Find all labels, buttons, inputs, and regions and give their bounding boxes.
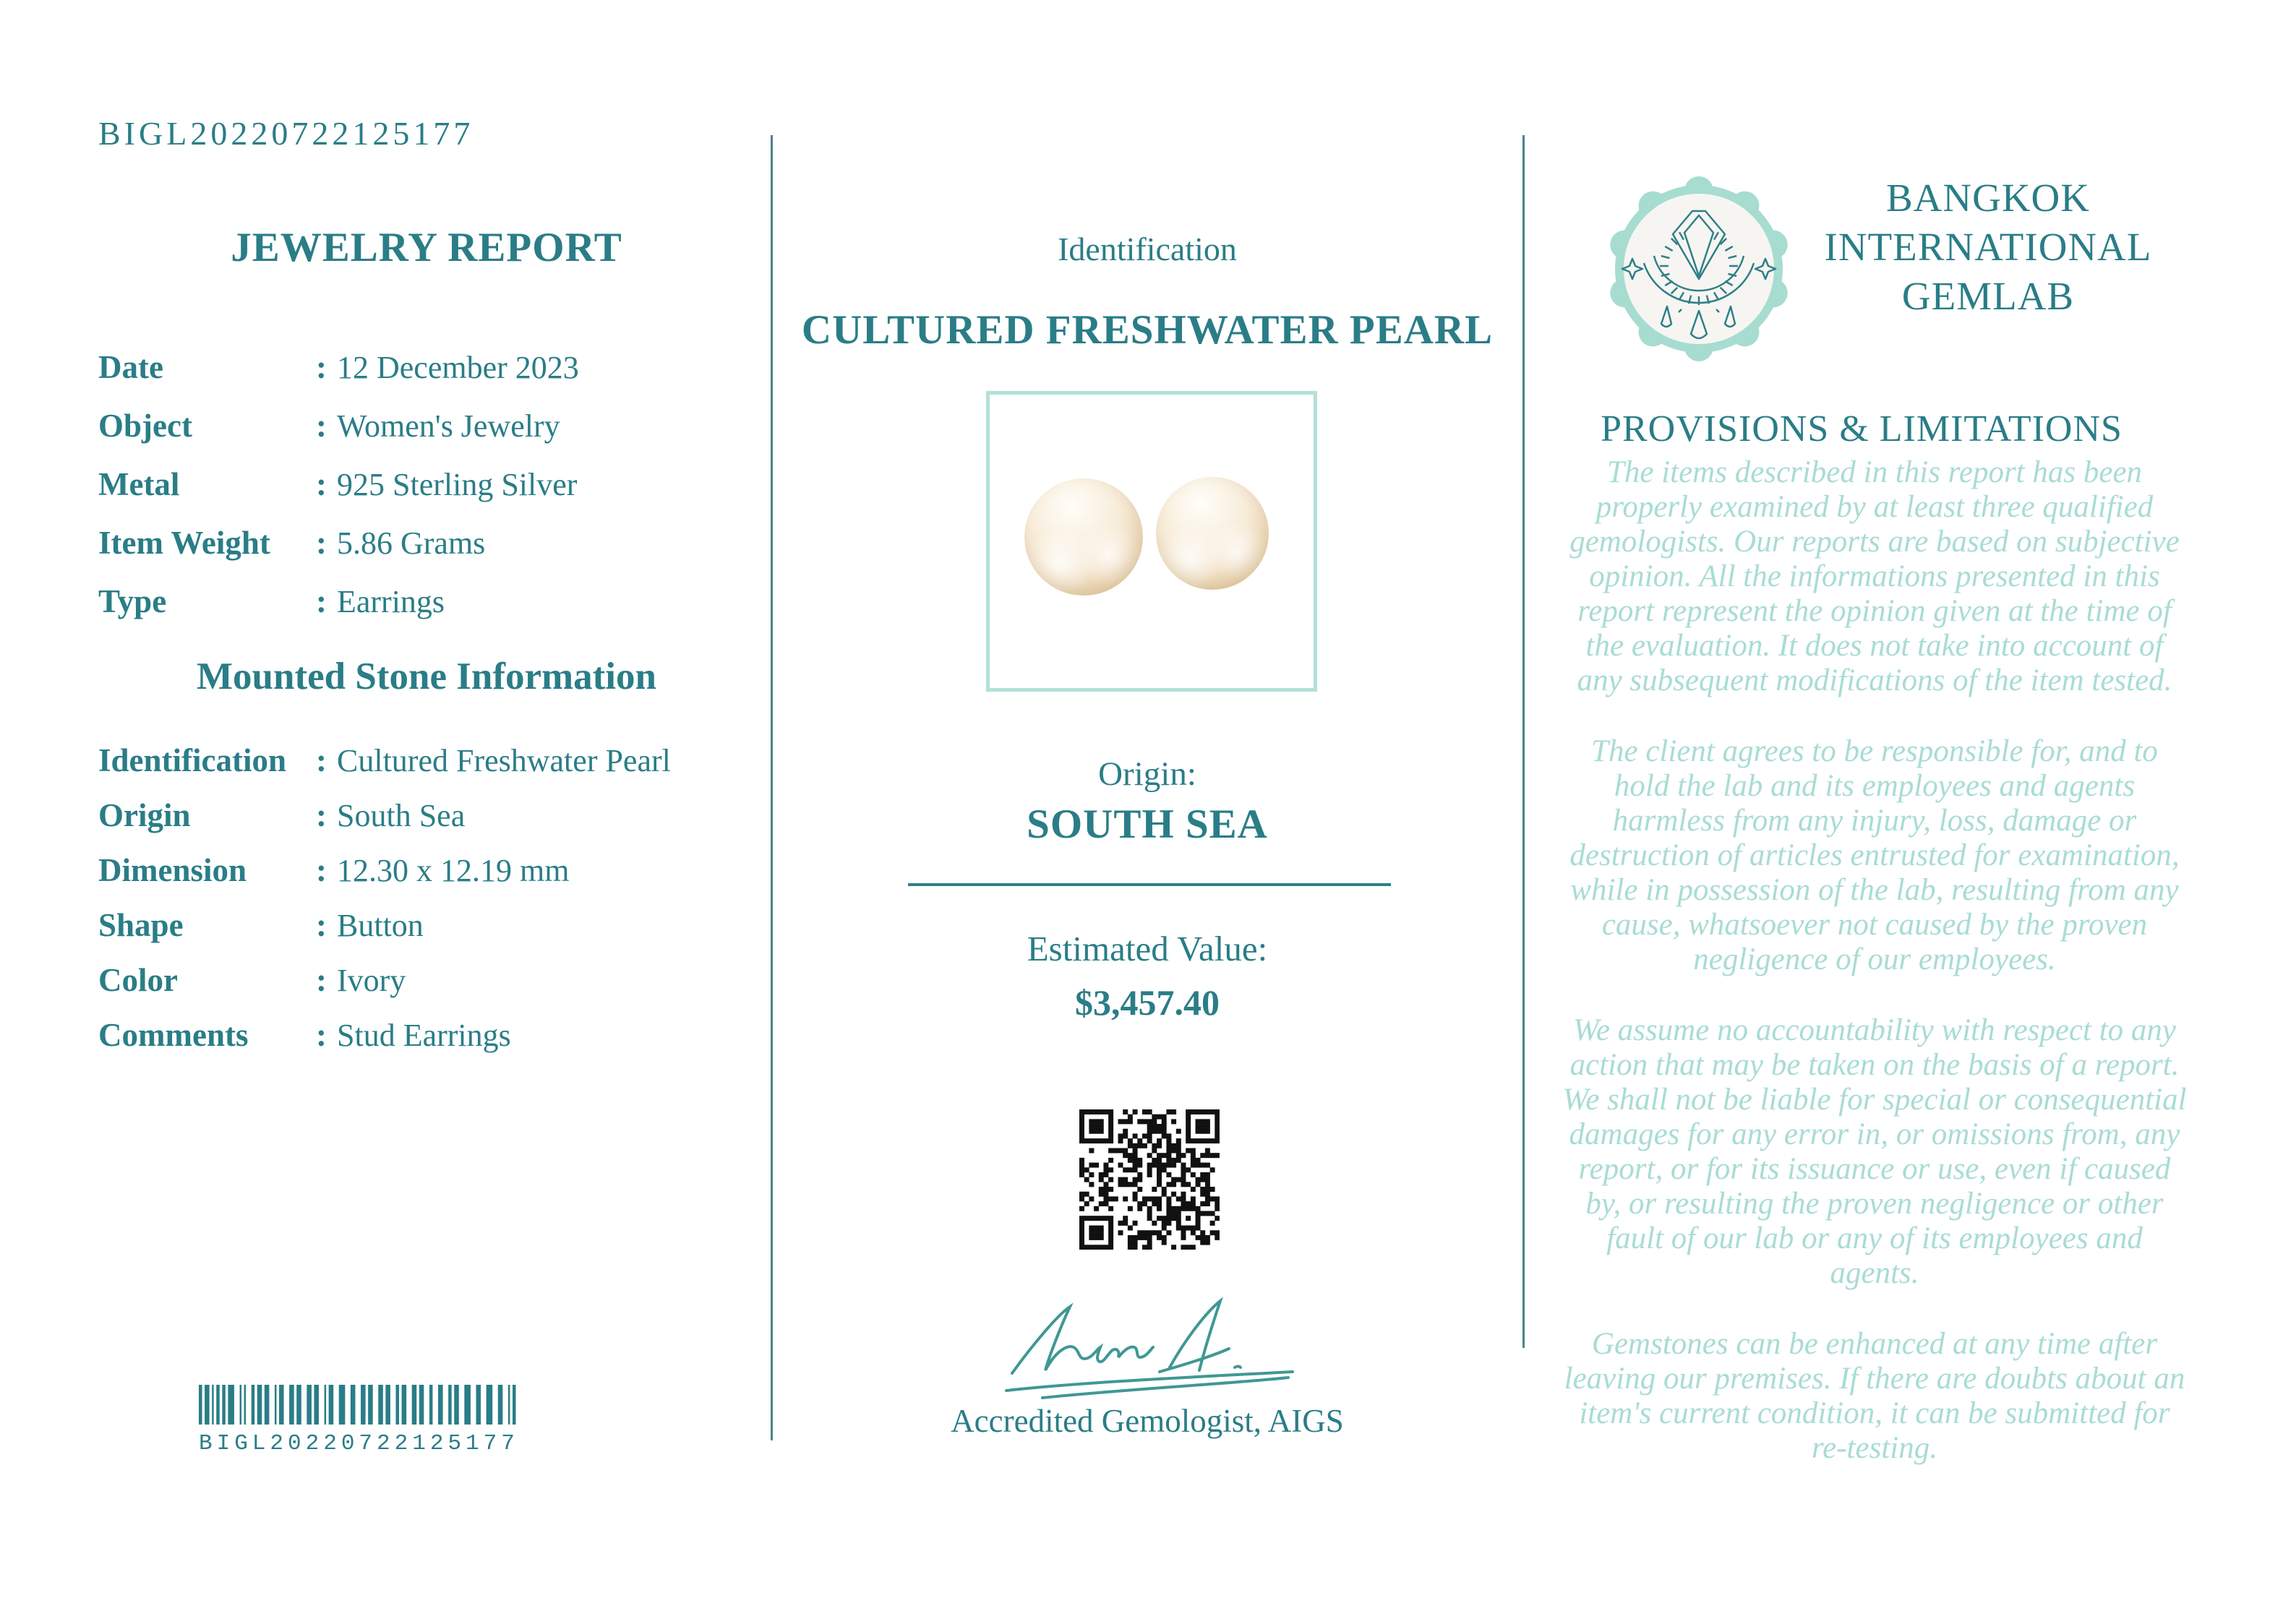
field-colon: :	[316, 349, 327, 385]
field-label: Shape	[98, 907, 184, 943]
origin-underline	[908, 883, 1391, 886]
field-colon: :	[316, 742, 327, 778]
field-row	[98, 906, 778, 950]
origin-label: Origin:	[1098, 755, 1196, 793]
field-row	[98, 524, 778, 567]
field-row	[98, 796, 778, 840]
field-value: Ivory	[337, 963, 406, 998]
field-value: Stud Earrings	[337, 1018, 511, 1053]
provisions-paragraph: Gemstones can be enhanced at any time after leaving our premises. If there are doubts about an item's current condition, it can be submitted for re-testing.	[1564, 1327, 2185, 1465]
field-label: Dimension	[98, 852, 247, 888]
lab-name	[1764, 173, 2212, 321]
lab-name-line: INTERNATIONAL	[1824, 225, 2152, 269]
provisions-title: PROVISIONS & LIMITATIONS	[1601, 408, 2122, 450]
field-row	[98, 583, 778, 626]
field-colon: :	[316, 525, 327, 561]
field-colon: :	[316, 466, 327, 502]
barcode-text: BIGL20220722125177	[199, 1431, 519, 1456]
field-value: Button	[337, 908, 424, 943]
report-number: BIGL20220722125177	[98, 115, 474, 152]
field-value: Earrings	[337, 584, 445, 619]
field-row	[98, 1016, 778, 1060]
provisions-paragraph: We assume no accountability with respect to any action that may be taken on the basis of a report. We shall not be liable for special or consequential damages for any error in, or omissions from, any report, or for its issuance or use, even if caused by, or resulting the proven negligence or other fault of our lab or any of its employees and agents.	[1562, 1013, 2187, 1290]
pearl-left-image	[1024, 478, 1143, 596]
field-value: Cultured Freshwater Pearl	[337, 743, 671, 778]
report-title: JEWELRY REPORT	[231, 225, 622, 270]
item-photo	[986, 391, 1317, 692]
field-value: Women's Jewelry	[337, 408, 560, 444]
field-label: Color	[98, 962, 178, 998]
qr-code	[1079, 1109, 1220, 1250]
field-row	[98, 407, 778, 450]
field-label: Comments	[98, 1017, 249, 1053]
field-colon: :	[316, 408, 327, 444]
field-colon: :	[316, 852, 327, 888]
field-row	[98, 742, 778, 785]
identification-heading: Identification	[1058, 231, 1237, 267]
provisions-paragraphs	[1562, 455, 2188, 1502]
field-row	[98, 851, 778, 895]
lab-name-line: BANGKOK	[1886, 176, 2090, 220]
stone-name: CULTURED FRESHWATER PEARL	[801, 307, 1494, 353]
field-label: Type	[98, 583, 167, 619]
field-label: Object	[98, 408, 192, 444]
barcode-bars-icon	[199, 1385, 517, 1426]
origin-value: SOUTH SEA	[1027, 802, 1268, 847]
field-colon: :	[316, 1017, 327, 1053]
provisions-paragraph: The items described in this report has been properly examined by at least three qualified gemologists. Our reports are based on subjective opinion. All the informations presented in this report represent the opinion given at the time of the evaluation. It does not take into account of any subsequent modifications of the item tested.	[1569, 455, 2180, 697]
field-value: 12 December 2023	[337, 350, 579, 385]
gemologist-signature	[996, 1281, 1303, 1422]
signature-icon	[996, 1281, 1303, 1422]
field-label: Identification	[98, 742, 287, 778]
field-value: 925 Sterling Silver	[337, 467, 578, 502]
mounted-stone-title: Mounted Stone Information	[196, 656, 657, 697]
qr-code-icon	[1079, 1109, 1220, 1250]
field-colon: :	[316, 907, 327, 943]
field-label: Item Weight	[98, 525, 270, 561]
provisions-paragraph: The client agrees to be responsible for, and to hold the lab and its employees and agents harmless from any injury, loss, damage or destruction of articles entrusted for examination, while in possession of the lab, resulting from any cause, whatsoever not caused by the proven negligence of our employees.	[1569, 734, 2180, 976]
field-label: Date	[98, 349, 163, 385]
field-row	[98, 348, 778, 392]
divider-right	[1522, 135, 1525, 1348]
field-value: 5.86 Grams	[337, 525, 486, 561]
barcode	[199, 1385, 517, 1456]
field-value: South Sea	[337, 798, 466, 833]
field-row	[98, 961, 778, 1005]
field-colon: :	[316, 583, 327, 619]
estimated-value-label: Estimated Value:	[1027, 929, 1268, 968]
lab-name-line: GEMLAB	[1901, 274, 2075, 318]
field-row	[98, 465, 778, 509]
gemologist-line: Accredited Gemologist, AIGS	[951, 1403, 1344, 1439]
field-label: Metal	[98, 466, 180, 502]
field-colon: :	[316, 797, 327, 833]
field-colon: :	[316, 962, 327, 998]
field-label: Origin	[98, 797, 191, 833]
field-value: 12.30 x 12.19 mm	[337, 853, 570, 888]
pearl-right-image	[1156, 477, 1269, 590]
estimated-value: $3,457.40	[1075, 982, 1220, 1023]
